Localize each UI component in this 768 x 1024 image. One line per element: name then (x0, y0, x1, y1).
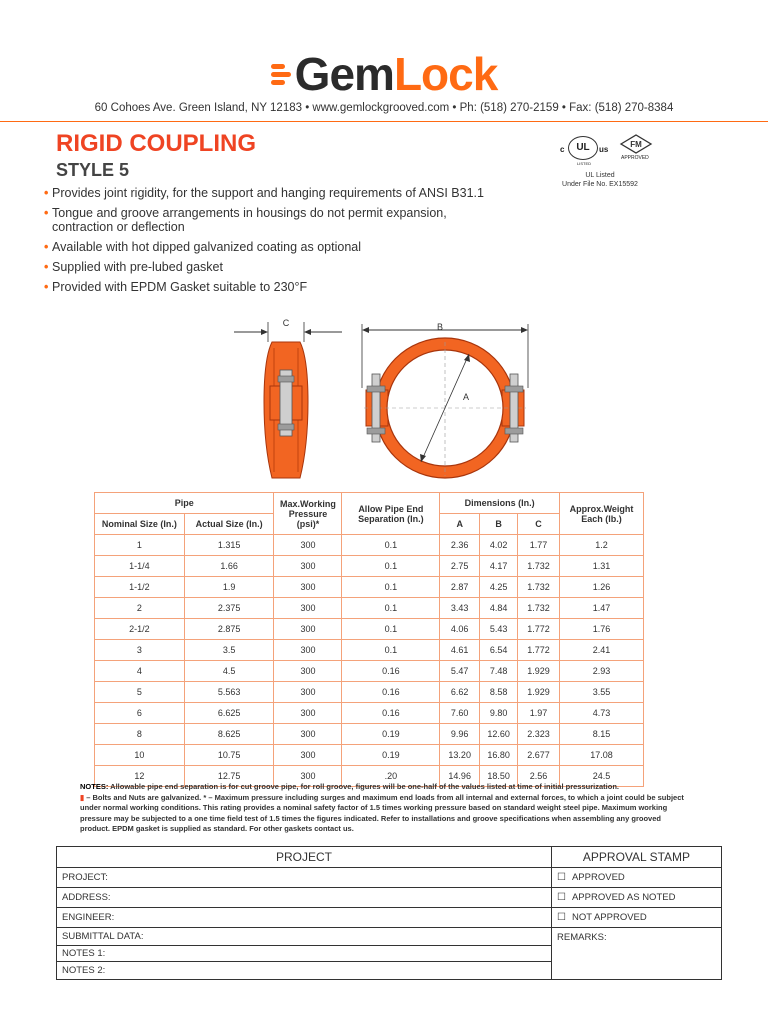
table-row (95, 640, 644, 661)
ul-listed-icon: UL (568, 136, 598, 160)
table-cell: 1.315 (184, 535, 274, 556)
table-cell: 4.17 (480, 556, 518, 577)
fm-mark-text: FM (630, 140, 642, 149)
project-field[interactable]: PROJECT: (57, 868, 551, 888)
table-cell: 1.47 (560, 598, 644, 619)
table-row (95, 661, 644, 682)
header-weight: Approx.Weight Each (lb.) (560, 493, 644, 535)
table-cell: 0.1 (342, 535, 440, 556)
table-cell: 300 (274, 640, 342, 661)
table-cell: 9.96 (440, 724, 480, 745)
table-cell: 300 (274, 682, 342, 703)
header-actual-size: Actual Size (In.) (184, 514, 274, 535)
coupling-drawing (230, 318, 540, 488)
table-cell: 16.80 (480, 745, 518, 766)
feature-item: • Supplied with pre-lubed gasket (44, 260, 223, 274)
table-row (95, 556, 644, 577)
table-cell: 2.875 (184, 619, 274, 640)
table-cell: 12.75 (184, 766, 274, 787)
checkbox-icon: ☐ (557, 872, 566, 883)
ul-small-text: LISTED (577, 161, 592, 166)
table-cell: 0.16 (342, 661, 440, 682)
dimension-label-a: A (463, 392, 470, 402)
table-cell: 4.25 (480, 577, 518, 598)
table-cell: 2.323 (518, 724, 560, 745)
not-approved-checkbox[interactable]: ☐ NOT APPROVED (552, 908, 721, 928)
table-cell: 0.16 (342, 703, 440, 724)
table-cell: 3.55 (560, 682, 644, 703)
gemlock-logo (0, 46, 768, 102)
table-cell: 300 (274, 745, 342, 766)
table-cell: 2.375 (184, 598, 274, 619)
table-cell: 6.625 (184, 703, 274, 724)
logo-text-lock: Lock (393, 48, 498, 100)
feature-item: • Tongue and groove arrangements in housings do not permit expansion, contraction or deflection (44, 206, 447, 234)
table-cell: 1.97 (518, 703, 560, 724)
feature-item: • Available with hot dipped galvanized coating as optional (44, 240, 362, 254)
dimension-label-c: C (282, 318, 290, 328)
table-cell: 0.1 (342, 556, 440, 577)
table-cell: 24.5 (560, 766, 644, 787)
table-row (95, 724, 644, 745)
table-row (95, 682, 644, 703)
approved-checkbox[interactable]: ☐ APPROVED (552, 868, 721, 888)
page-subtitle: STYLE 5 (56, 160, 130, 180)
notes-1-field[interactable]: NOTES 1: (57, 946, 551, 962)
table-row (95, 535, 644, 556)
table-cell: 300 (274, 577, 342, 598)
table-cell: 4.5 (184, 661, 274, 682)
header-pipe: Pipe (95, 493, 274, 514)
table-cell: 2.87 (440, 577, 480, 598)
table-cell: 1-1/4 (95, 556, 185, 577)
logo-text-gem: Gem (294, 48, 394, 100)
table-cell: 10.75 (184, 745, 274, 766)
approved-as-noted-checkbox[interactable]: ☐ APPROVED AS NOTED (552, 888, 721, 908)
table-cell: 4.61 (440, 640, 480, 661)
specification-table (94, 492, 644, 787)
table-row (95, 703, 644, 724)
table-cell: 300 (274, 556, 342, 577)
fm-approved-text: APPROVED (621, 155, 649, 161)
table-cell: 14.96 (440, 766, 480, 787)
table-cell: 2.36 (440, 535, 480, 556)
table-cell: 7.48 (480, 661, 518, 682)
ul-file-number: Under File No. EX15592 (562, 181, 638, 188)
header-pipe-end-separation: Allow Pipe End Separation (In.) (342, 493, 440, 535)
header-divider (0, 121, 768, 122)
table-cell: 0.1 (342, 598, 440, 619)
ul-c-mark: c (560, 145, 565, 154)
coupling-side-view (234, 318, 342, 478)
table-cell: 2 (95, 598, 185, 619)
feature-item: • Provided with EPDM Gasket suitable to 230°F (44, 280, 308, 294)
ul-us-mark: us (599, 145, 609, 154)
table-cell: 0.19 (342, 724, 440, 745)
table-body (95, 535, 644, 787)
table-cell: 4.06 (440, 619, 480, 640)
table-cell: 1.772 (518, 640, 560, 661)
table-row (95, 619, 644, 640)
table-cell: 1.77 (518, 535, 560, 556)
approval-stamp-header: APPROVAL STAMP (552, 847, 721, 868)
table-cell: 1.929 (518, 682, 560, 703)
engineer-field[interactable]: ENGINEER: (57, 908, 551, 928)
table-cell: 8.15 (560, 724, 644, 745)
table-cell: 4.73 (560, 703, 644, 724)
table-cell: 0.19 (342, 745, 440, 766)
submittal-form (56, 846, 722, 980)
checkbox-icon: ☐ (557, 892, 566, 903)
table-cell: 2.93 (560, 661, 644, 682)
notes-label: NOTES: (80, 782, 109, 791)
table-row (95, 598, 644, 619)
checkbox-icon: ☐ (557, 912, 566, 923)
remarks-field[interactable]: REMARKS: (557, 931, 607, 943)
bolt-marker-icon: ▮ (80, 792, 85, 802)
fm-approved-icon (619, 134, 653, 154)
table-cell: 1.732 (518, 556, 560, 577)
table-cell: 4 (95, 661, 185, 682)
submittal-data-field[interactable]: SUBMITTAL DATA: (57, 928, 551, 946)
table-cell: 300 (274, 598, 342, 619)
table-cell: 3 (95, 640, 185, 661)
table-cell: 2.677 (518, 745, 560, 766)
table-cell: 300 (274, 724, 342, 745)
header-dimensions: Dimensions (In.) (440, 493, 560, 514)
table-cell: 0.1 (342, 577, 440, 598)
table-cell: 5 (95, 682, 185, 703)
table-cell: 1.9 (184, 577, 274, 598)
table-cell: .20 (342, 766, 440, 787)
table-cell: 1.31 (560, 556, 644, 577)
table-cell: 1.66 (184, 556, 274, 577)
dimension-label-b: B (436, 322, 444, 332)
table-cell: 5.43 (480, 619, 518, 640)
table-cell: 2.41 (560, 640, 644, 661)
contact-line: 60 Cohoes Ave. Green Island, NY 12183 • www.gemlockgrooved.com • Ph: (518) 270-2159 • Fax: (518) 270-8384 (94, 102, 674, 114)
table-cell: 5.47 (440, 661, 480, 682)
table-cell: 0.1 (342, 619, 440, 640)
table-cell: 300 (274, 619, 342, 640)
table-cell: 13.20 (440, 745, 480, 766)
table-cell: 0.16 (342, 682, 440, 703)
header-dimension-b: B (480, 514, 518, 535)
notes-paragraph (80, 782, 690, 835)
header-dimension-a: A (440, 514, 480, 535)
table-cell: 300 (274, 766, 342, 787)
table-cell: 1.772 (518, 619, 560, 640)
table-cell: 10 (95, 745, 185, 766)
table-row (95, 745, 644, 766)
table-cell: 8.625 (184, 724, 274, 745)
table-cell: 8.58 (480, 682, 518, 703)
table-cell: 12 (95, 766, 185, 787)
notes-2-field[interactable]: NOTES 2: (62, 965, 106, 976)
table-cell: 1.732 (518, 577, 560, 598)
notes-text-2: – Bolts and Nuts are galvanized. * – Maximum pressure including surges and maximum end loads from all internal and external forces, to which a joint could be subject under normal working conditions. This rating provides a nominal safety factor of 1.5 times working pressure based on standard weight steel pipe. Maximum working pressure may be subjected to a one time field test of 1.5 times the figures indicated. Refer to installations and groove specifications when assembling any grooved product. EPDM gasket is supplied as standard. For other gaskets contact us. (80, 792, 684, 833)
feature-item: • Provides joint rigidity, for the support and hanging requirements of ANSI B31.1 (44, 186, 484, 200)
table-cell: 1.929 (518, 661, 560, 682)
header-nominal-size: Nominal Size (In.) (95, 514, 185, 535)
ul-listed-label: UL Listed (585, 172, 615, 179)
table-cell: 1 (95, 535, 185, 556)
table-cell: 1.26 (560, 577, 644, 598)
table-cell: 7.60 (440, 703, 480, 724)
table-row (95, 577, 644, 598)
table-cell: 2.75 (440, 556, 480, 577)
table-cell: 6.54 (480, 640, 518, 661)
table-cell: 0.1 (342, 640, 440, 661)
table-cell: 1-1/2 (95, 577, 185, 598)
table-cell: 2.56 (518, 766, 560, 787)
table-cell: 17.08 (560, 745, 644, 766)
table-cell: 1.732 (518, 598, 560, 619)
table-cell: 6 (95, 703, 185, 724)
table-cell: 300 (274, 535, 342, 556)
header-dimension-c: C (518, 514, 560, 535)
table-cell: 1.76 (560, 619, 644, 640)
table-cell: 9.80 (480, 703, 518, 724)
coupling-front-view (362, 322, 528, 478)
table-cell: 3.43 (440, 598, 480, 619)
table-cell: 4.02 (480, 535, 518, 556)
project-header: PROJECT (57, 847, 551, 868)
table-cell: 12.60 (480, 724, 518, 745)
table-cell: 300 (274, 703, 342, 724)
feature-list (44, 186, 484, 300)
table-cell: 1.2 (560, 535, 644, 556)
table-cell: 4.84 (480, 598, 518, 619)
table-cell: 6.62 (440, 682, 480, 703)
address-field[interactable]: ADDRESS: (57, 888, 551, 908)
logo-mark-icon (271, 54, 293, 94)
table-cell: 5.563 (184, 682, 274, 703)
table-cell: 8 (95, 724, 185, 745)
table-cell: 300 (274, 661, 342, 682)
table-cell: 2-1/2 (95, 619, 185, 640)
header-max-pressure: Max.Working Pressure (psi)* (274, 493, 342, 535)
page-title: RIGID COUPLING (56, 130, 257, 157)
notes-text-1: Allowable pipe end separation is for cut groove pipe, for roll groove, figures will be one-half of the values listed at time of initial pressurization. (108, 782, 619, 791)
table-cell: 3.5 (184, 640, 274, 661)
table-cell: 18.50 (480, 766, 518, 787)
